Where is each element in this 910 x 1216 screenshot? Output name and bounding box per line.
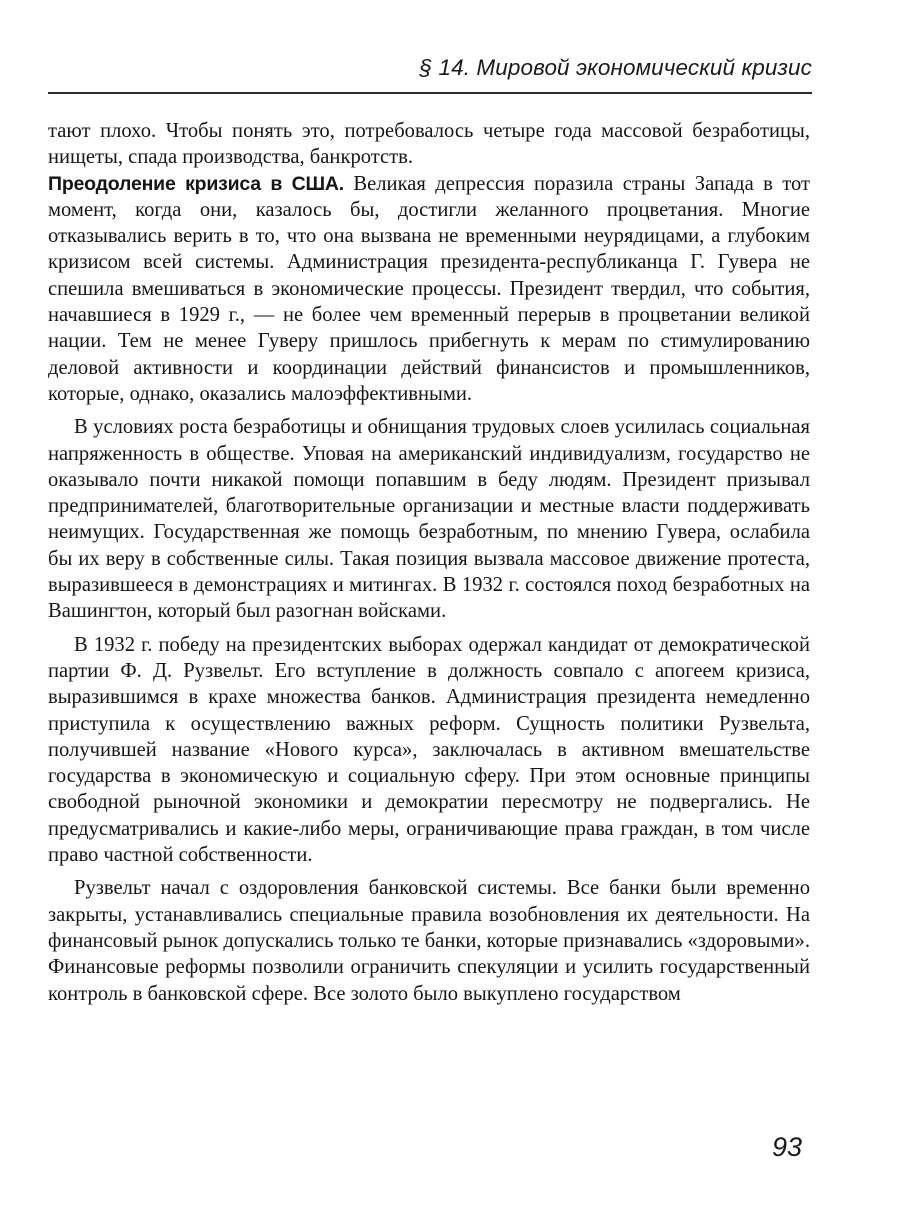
page-body	[48, 118, 810, 1007]
section-heading: Преодоление кризиса в США.	[48, 172, 344, 195]
running-header: § 14. Мировой экономический кризис	[419, 55, 812, 80]
section-intro-text: Великая депрессия поразила страны Запада в тот момент, когда они, казалось бы, достигли желанного процветания. Многие отказывались верить в то, что она вызвана не временными неурядицами, а глубоким кризисом всей системы. Администрация президента-республиканца Г. Гувера не спешила вмешиваться в экономические процессы. Президент твердил, что события, начавшиеся в 1929 г., — не более чем временный перерыв в процветании великой нации. Тем не менее Гуверу пришлось прибегнуть к мерам по стимулированию деловой активности и координации действий финансистов и промышленников, которые, однако, оказались малоэффективными.	[48, 172, 810, 405]
paragraph-continuation: тают плохо. Чтобы понять это, потребовалось четыре года массовой безработицы, нищеты, спада производства, банкротств.	[48, 120, 810, 169]
page-number: 93	[771, 1132, 802, 1162]
paragraph: В условиях роста безработицы и обнищания трудовых слоев усилилась социальная напряженность в обществе. Уповая на американский индивидуализм, государство не оказывало почти никакой помощи попавшим в беду людям. Президент призывал предпринимателей, благотворительные организации и местные власти поддерживать неимущих. Государственная же помощь безработным, по мнению Гувера, ослабила бы их веру в собственные силы. Такая позиция вызвала массовое движение протеста, выразившееся в демонстрациях и митингах. В 1932 г. состоялся поход безработных на Вашингтон, который был разогнан войсками.	[48, 416, 810, 623]
paragraph: В 1932 г. победу на президентских выборах одержал кандидат от демократической партии Ф. Д. Рузвельт. Его вступление в должность совпало с апогеем кризиса, выразившимся в крахе множества банков. Администрация президента немедленно приступила к осуществлению важных реформ. Сущность политики Рузвельта, получившей название «Нового курса», заключалась в активном вмешательстве государства в экономическую и социальную сферу. При этом основные принципы свободной рыночной экономики и демократии пересмотру не подвергались. Не предусматривались и какие-либо меры, ограничивающие права граждан, в том числе право частной собственности.	[48, 633, 810, 867]
paragraph-section-intro	[48, 171, 810, 408]
paragraph: Рузвельт начал с оздоровления банковской системы. Все банки были временно закрыты, устанавливались специальные правила возобновления их деятельности. На финансовый рынок допускались только те банки, которые признавались «здоровыми». Финансовые реформы позволили ограничить спекуляции и усилить государственный контроль в банковской сфере. Все золото было выкуплено государством	[48, 877, 810, 1005]
header-divider	[48, 92, 812, 94]
